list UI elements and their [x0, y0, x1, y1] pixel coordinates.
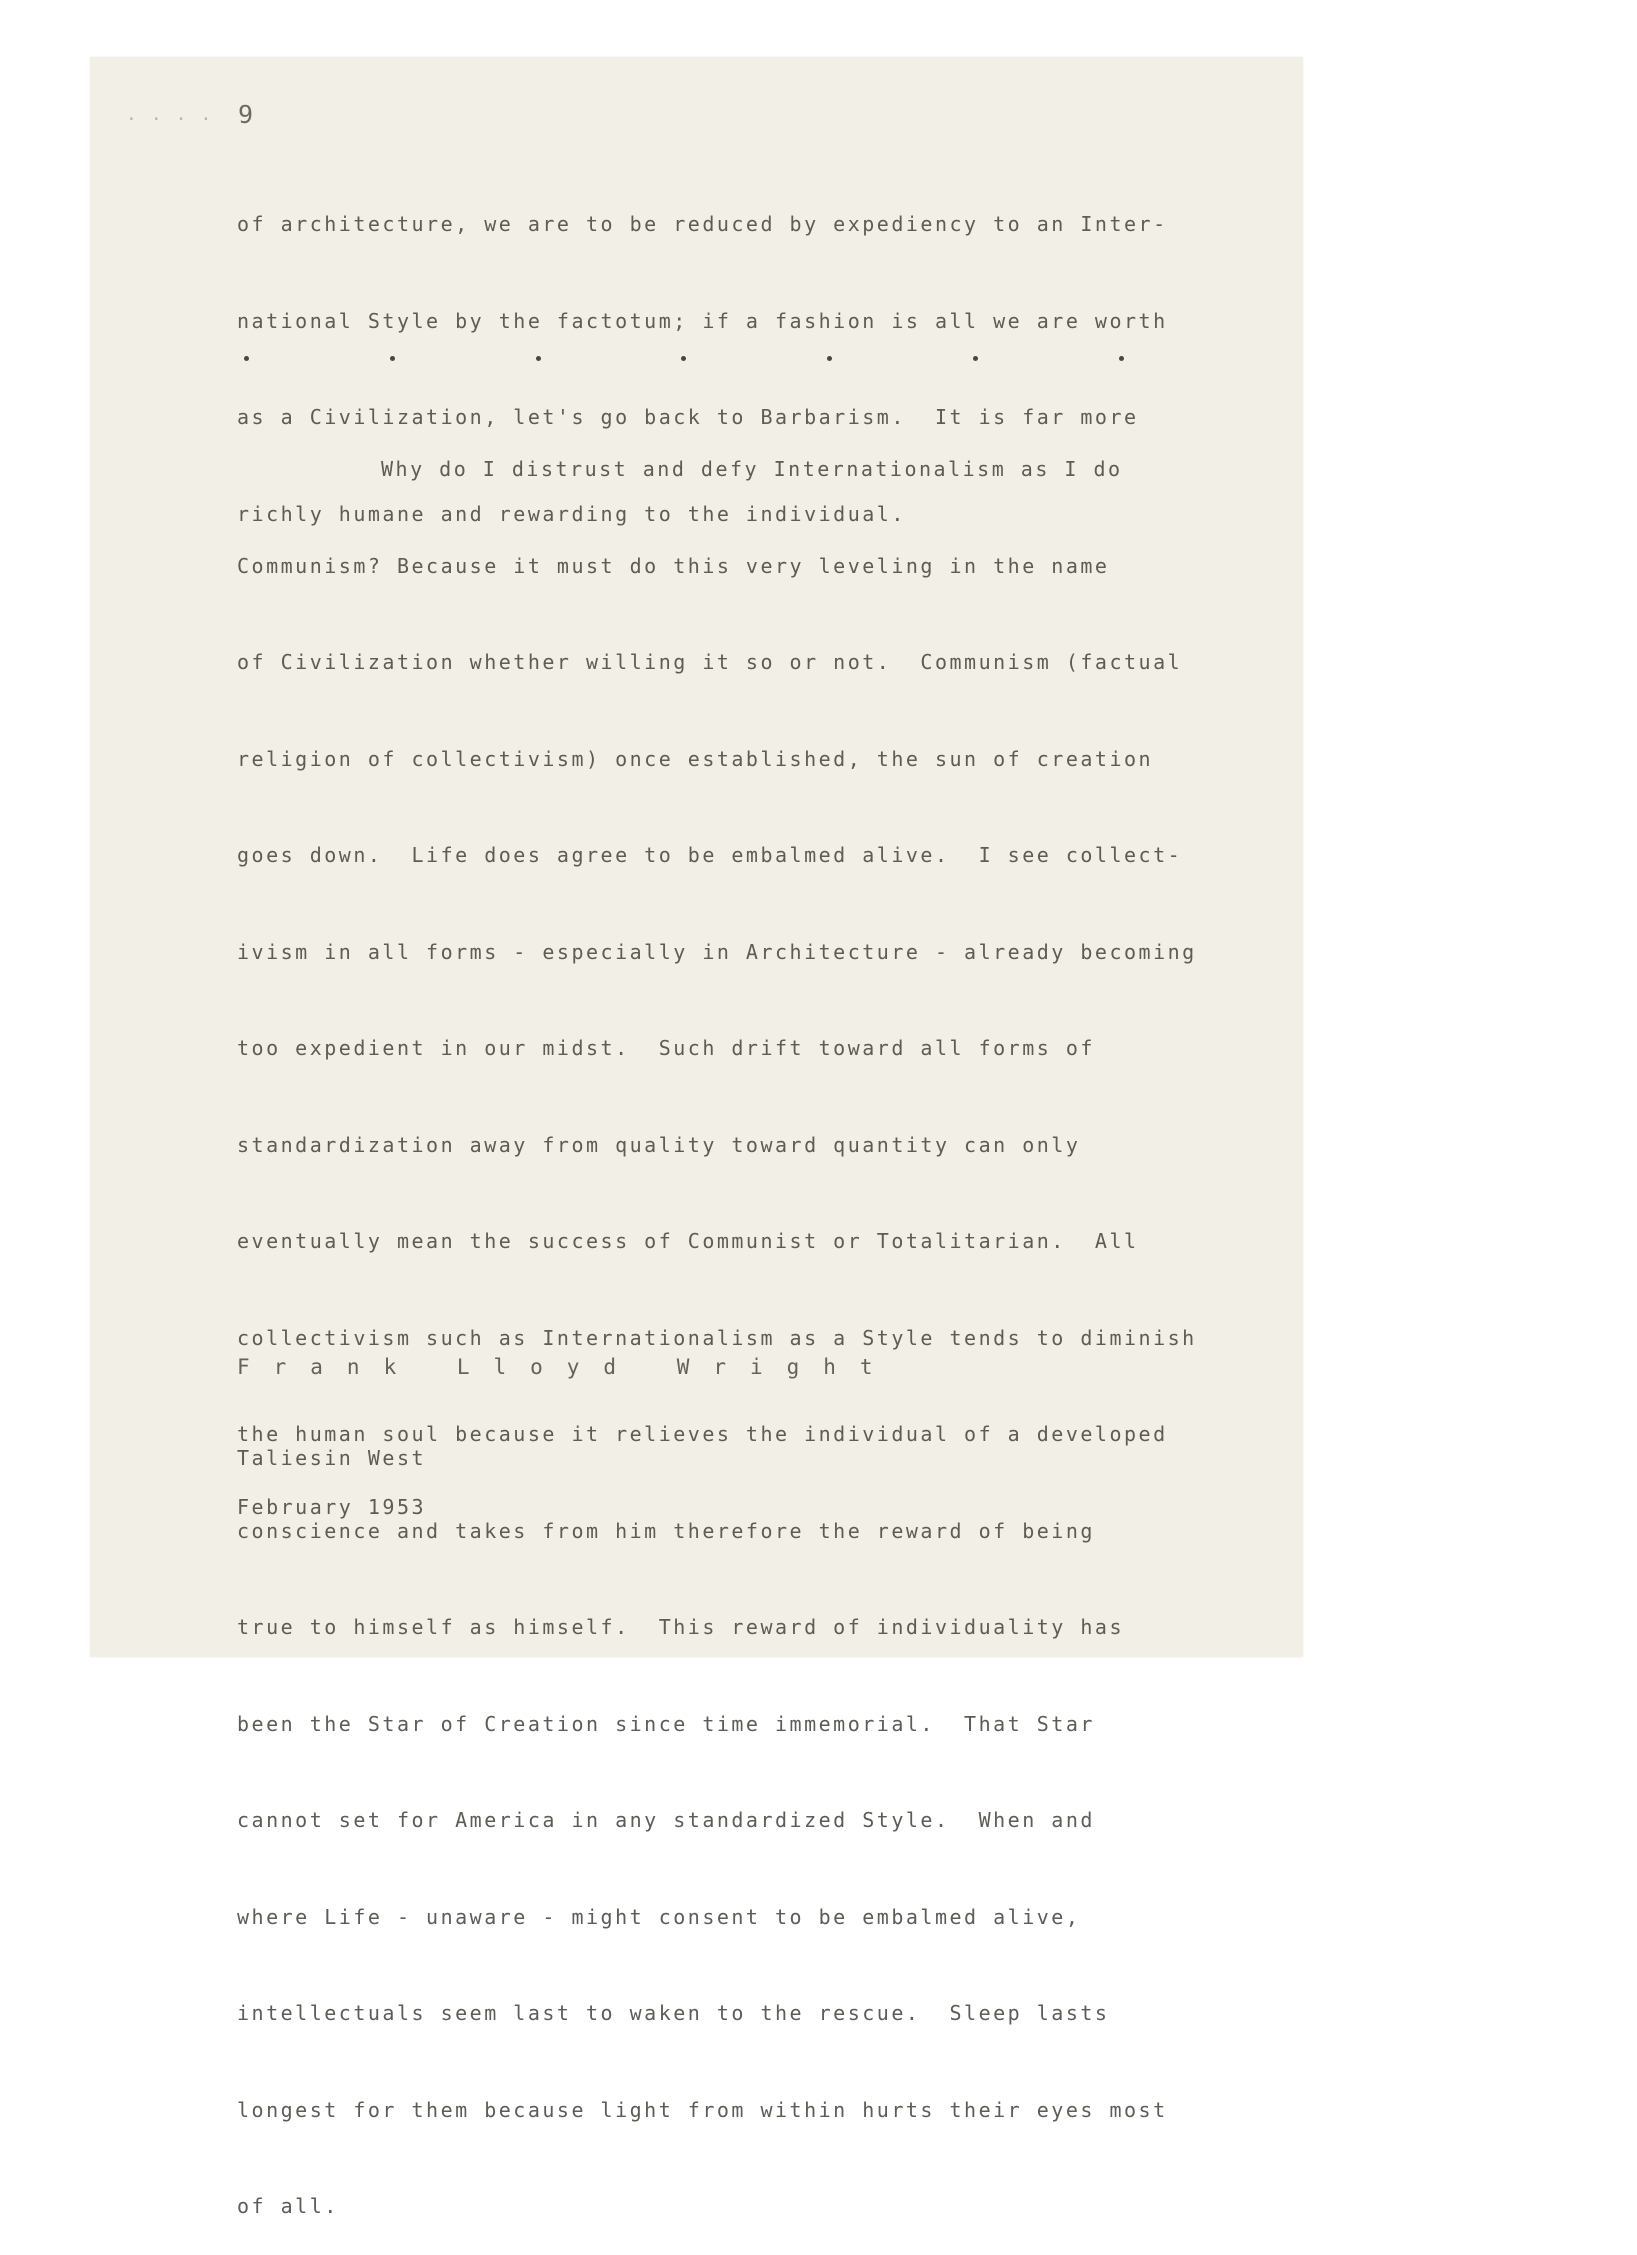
- text-line: of Civilization whether willing it so or not. Communism (factual: [237, 650, 1183, 674]
- text-line: too expedient in our midst. Such drift toward all forms of: [237, 1036, 1095, 1060]
- text-line: collectivism such as Internationalism as a Style tends to diminish: [237, 1325, 1197, 1350]
- separator-dot: [973, 356, 978, 361]
- margin-pencil-dots: ....: [126, 104, 226, 125]
- text-line: Why do I distrust and defy Internationalism as I do: [381, 457, 1123, 481]
- text-line: intellectuals seem last to waken to the rescue. Sleep lasts: [237, 2001, 1110, 2025]
- text-line: of architecture, we are to be reduced by expediency to an Inter-: [237, 212, 1168, 236]
- text-line: richly humane and rewarding to the individual.: [237, 501, 906, 526]
- text-line: goes down. Life does agree to be embalmed alive. I see collect-: [237, 843, 1183, 867]
- text-line: eventually mean the success of Communist or Totalitarian. All: [237, 1229, 1139, 1253]
- text-line: the human soul because it relieves the individual of a developed: [237, 1422, 1168, 1446]
- date-line: February 1953: [237, 1495, 427, 1519]
- section-separator: [244, 356, 1124, 361]
- text-line: where Life - unaware - might consent to be embalmed alive,: [237, 1904, 1081, 1929]
- place-line: Taliesin West: [237, 1446, 427, 1470]
- signature-line: Frank Lloyd Wright: [237, 1355, 897, 1379]
- text-line: religion of collectivism) once established, the sun of creation: [237, 746, 1154, 771]
- separator-dot: [1119, 356, 1124, 361]
- text-line: national Style by the factotum; if a fashion is all we are worth: [237, 308, 1168, 333]
- text-line: standardization away from quality toward quantity can only: [237, 1132, 1081, 1157]
- text-line: cannot set for America in any standardized Style. When and: [237, 1808, 1095, 1832]
- paragraph-2: [237, 397, 1637, 2255]
- text-line: true to himself as himself. This reward of individuality has: [237, 1615, 1125, 1639]
- text-line: conscience and takes from him therefore the reward of being: [237, 1518, 1095, 1543]
- text-line: of all.: [237, 2194, 339, 2218]
- separator-dot: [681, 356, 686, 361]
- text-line: Communism? Because it must do this very leveling in the name: [237, 553, 1110, 578]
- text-line: ivism in all forms - especially in Architecture - already becoming: [237, 939, 1197, 964]
- text-line: as a Civilization, let's go back to Barbarism. It is far more: [237, 405, 1139, 429]
- separator-dot: [390, 356, 395, 361]
- page-number: 9: [238, 100, 254, 129]
- separator-dot: [536, 356, 541, 361]
- separator-dot: [244, 356, 249, 361]
- separator-dot: [827, 356, 832, 361]
- text-line: longest for them because light from within hurts their eyes most: [237, 2097, 1168, 2122]
- text-line: been the Star of Creation since time immemorial. That Star: [237, 1711, 1095, 1736]
